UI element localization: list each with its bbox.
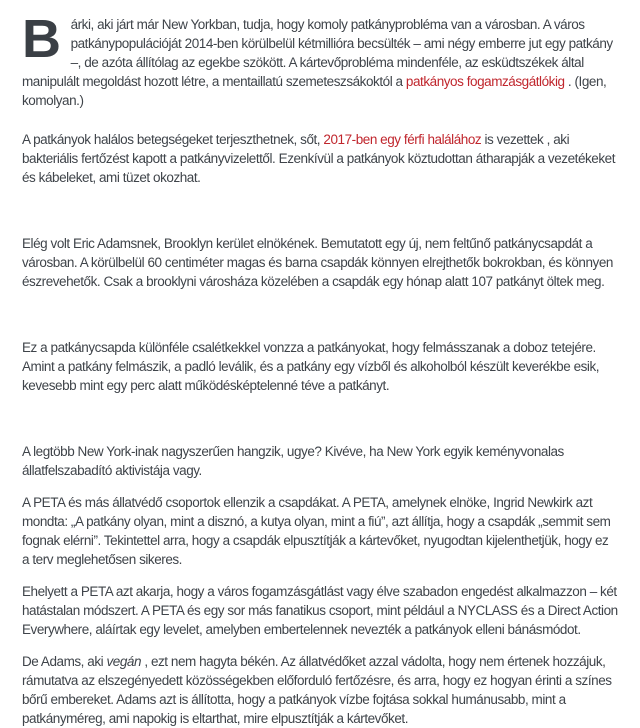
paragraph [22,130,618,187]
paragraph [22,9,618,110]
text-run: árki, aki járt már New Yorkban, tudja, hogy komoly patkányprobléma van a városban. A város patkánypopulációját 2014-ben körülbelül kétmillióra becsülték – ami négy emberre jut egy patkány –, de azóta állítólag az egekbe szökött. A kártevőprobléma mindenféle, az esküdtszékek által manipulált megoldást hozott létre, a mentaillatú szemeteszsákoktól a [22,17,613,89]
text-run: . (Igen, komolyan.) [22,74,607,108]
text-run: Elég volt Eric Adamsnek, Brooklyn kerület elnökének. Bemutatott egy új, nem feltűnő patkánycsapdát a városban. A körülbelül 60 centiméter magas és barna csapdák könnyen elrejthetők bokrokban, és könnyen észrevehetők. Csak a brooklyni városháza közelében a csapdák egy hónap alatt 107 patkányt öltek meg. [22,236,613,289]
italic-text: vegán [106,654,142,669]
paragraph [22,442,618,480]
inline-link[interactable]: patkányos fogamzásgátlókig [405,74,565,89]
text-run: , ezt nem hagyta békén. Az állatvédőket azzal vádolta, hogy nem értenek hozzájuk, rámutatva az elszegényedett közösségekben előforduló fertőzésre, és arra, hogy ez hogyan érinti a színes bőrű embereket. Adams azt is állította, hogy a patkányok vízbe fojtása sokkal humánusabb, mint a patkányméreg, ami napokig is eltarthat, mire elpusztítják a kártevőket. [22,654,612,726]
paragraph [22,338,618,395]
text-run: A PETA és más állatvédő csoportok ellenzik a csapdákat. A PETA, amelynek elnöke, Ingrid Newkirk azt mondta: „A patkány olyan, mint a disznó, a kutya olyan, mint a fiú”, azt állítja, hogy a csapdák „semmit sem fognak elérni”. Tekintettel arra, hogy a csapdák elpusztítják a kártevőket, nyugodtan kijelenthetjük, hogy ez a terv meglehetősen sikeres. [22,495,611,567]
empty-gap [22,304,618,338]
text-run: A legtöbb New York-inak nagyszerűen hangzik, ugye? Kivéve, ha New York egyik keményvonalas állatfelszabadító aktivistája vagy. [22,444,564,478]
drop-cap: B [22,9,61,69]
empty-gap [22,408,618,442]
paragraph [22,493,618,569]
text-run: Ez a patkánycsapda különféle csalétkekkel vonzza a patkányokat, hogy felmásszanak a doboz tetejére. Amint a patkány felmászik, a padló leválik, és a patkány egy vízből és alkoholból készült keverékbe esik, kevesebb mint egy perc alatt működésképtelenné téve a patkányt. [22,340,600,393]
paragraph [22,652,618,728]
inline-link[interactable]: 2017-ben egy férfi halálához [323,132,482,147]
paragraph [22,582,618,639]
text-run: is vezettek , aki bakteriális fertőzést kapott a patkányvizelettől. Ezenkívül a patkányok köztudottan átharapják a vezetékeket és kábeleket, ami tüzet okozhat. [22,132,616,185]
text-run: De Adams, aki [22,654,107,669]
text-run: A patkányok halálos betegségeket terjeszthetnek, sőt, [22,132,324,147]
text-run: Ehelyett a PETA azt akarja, hogy a város fogamzásgátlást vagy élve szabadon engedést alkalmazzon – két hatástalan módszert. A PETA és egy sor más fanatikus csoport, mint például a NYCLASS és a Direct Action Everywhere, aláírtak egy levelet, amelyben embertelennek nevezték a patkányok elleni bánásmódot. [22,584,618,637]
empty-gap [22,200,618,234]
paragraph [22,234,618,291]
